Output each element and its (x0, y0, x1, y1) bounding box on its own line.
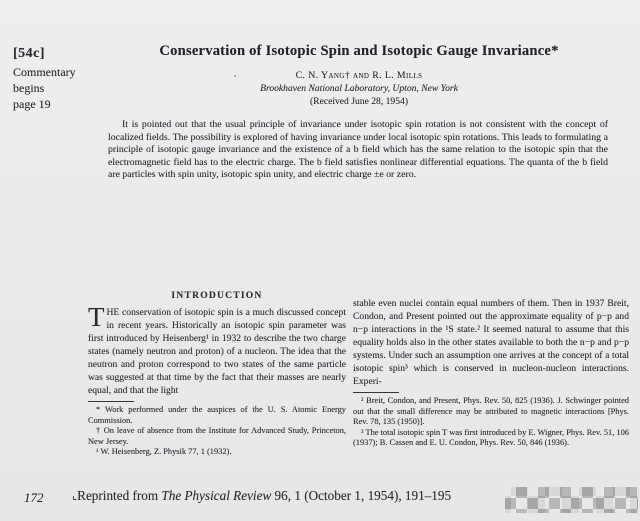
footnote-rule-right (353, 392, 399, 393)
commentary-line-1: Commentary (13, 65, 76, 79)
reprint-suffix: 96, 1 (October 1, 1954), 191–195 (271, 488, 452, 503)
footnote-leave: † On leave of absence from the Institute for Advanced Study, Princeton, New Jersey. (88, 426, 346, 446)
section-heading-introduction: INTRODUCTION (171, 290, 263, 301)
commentary-note (13, 64, 76, 112)
reprint-prefix: Reprinted from (77, 488, 162, 503)
paper-authors: C. N. Yang† and R. L. Mills (295, 70, 423, 81)
page-number: 172 (24, 490, 44, 505)
page-footer (0, 487, 640, 517)
commentary-line-2: begins (13, 81, 45, 95)
footnote-breit: ² Breit, Condon, and Present, Phys. Rev. 50, 825 (1936). J. Schwinger pointed out that the small difference may be attributed to magnetic interactions [Phys. Rev. 78, 135 (1950)]. (353, 396, 629, 427)
corner-bracket-mark: ⌞ (72, 489, 78, 502)
commentary-line-3: page 19 (13, 97, 51, 111)
footnote-rule-left (88, 401, 134, 402)
redacted-mosaic (505, 487, 638, 513)
intro-paragraph-right: stable even nuclei contain equal numbers of them. Then in 1937 Breit, Condon, and Present pointed out the approximate equality of p−p and n−p interactions in the ¹S state.² It seemed natural to assume that this equality holds also in the other states available to both the n−p and p−p systems. Under such an assumption one arrives at the concept of a total isotopic spin³ which is conserved in nucleon-nucleon interactions. Experi- (353, 298, 629, 387)
footnote-wigner: ³ The total isotopic spin T was first introduced by E. Wigner, Phys. Rev. 51, 106 (1937); B. Cassen and E. U. Condon, Phys. Rev. 50, 846 (1936). (353, 427, 629, 448)
reprint-line (72, 488, 451, 504)
intro-paragraph-left (88, 302, 346, 397)
right-column (353, 297, 629, 449)
scan-speck (234, 75, 236, 77)
footnote-heisenberg: ¹ W. Heisenberg, Z. Physik 77, 1 (1932). (96, 447, 232, 457)
left-column (88, 290, 346, 458)
abstract-text: It is pointed out that the usual principle of invariance under isotopic spin rotation is not consistent with the concept of localized fields. The possibility is explored of having invariance under local isotopic spin rotations. This leads to formulating a principle of isotopic gauge invariance and the existence of a b field which has the same relation to the isotopic spin that the electromagnetic field has to the electric charge. The b field satisfies nonlinear differential equations. The quanta of the b field are particles with spin unity, isotopic spin unity, and electric charge ±e or zero. (108, 119, 608, 181)
received-date: (Received June 28, 1954) (309, 96, 409, 107)
paper-title: Conservation of Isotopic Spin and Isotopic Gauge Invariance* (159, 43, 559, 59)
reprint-journal-name: The Physical Review (161, 488, 272, 503)
intro-paragraph-left-text: HE conservation of isotopic spin is a much discussed concept in recent years. Historically an isotopic spin parameter was first introduced by Heisenberg¹ in 1932 to describe the two charge states (namely neutron and proton) of a nucleon. The idea that the neutron and proton correspond to two states of the same particle was suggested at that time by the fact that their masses are nearly equal, and that the light (88, 307, 346, 396)
drop-cap: T (88, 302, 105, 332)
paper-affiliation: Brookhaven National Laboratory, Upton, New York (260, 83, 458, 94)
paper-label: [54c] (13, 46, 46, 61)
footnote-work: * Work performed under the auspices of the U. S. Atomic Energy Commission. (88, 405, 346, 425)
